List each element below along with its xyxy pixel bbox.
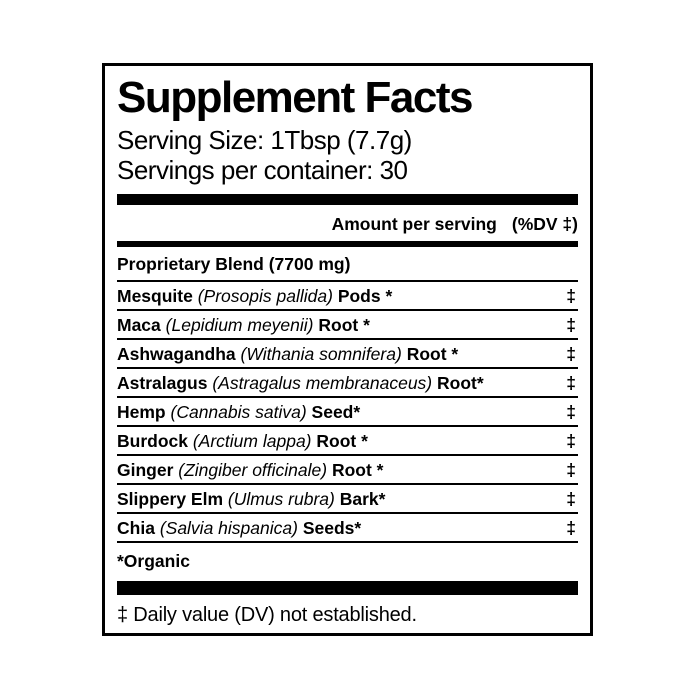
ingredient-dv-symbol: ‡ <box>566 489 576 510</box>
ingredient-latin-name: (Astragalus membranaceus) <box>212 373 433 394</box>
ingredient-latin-name: (Zingiber officinale) <box>178 460 328 481</box>
serving-size-line: Serving Size: 1Tbsp (7.7g) <box>117 125 412 156</box>
ingredient-part: Root * <box>331 460 384 481</box>
ingredient-dv-symbol: ‡ <box>566 431 576 452</box>
ingredient-dv-symbol: ‡ <box>566 518 576 539</box>
ingredient-name: Ashwagandha <box>117 344 236 365</box>
ingredient-row <box>117 369 578 398</box>
ingredient-dv-symbol: ‡ <box>566 286 576 307</box>
separator-bar-top <box>117 194 578 205</box>
ingredient-part: Seeds* <box>302 518 362 539</box>
ingredient-name: Chia <box>117 518 155 539</box>
ingredient-name: Ginger <box>117 460 174 481</box>
ingredient-latin-name: (Lepidium meyenii) <box>165 315 314 336</box>
ingredient-text <box>117 373 484 393</box>
ingredient-text <box>117 460 384 480</box>
ingredient-text <box>117 518 361 538</box>
ingredient-latin-name: (Arctium lappa) <box>192 431 312 452</box>
ingredient-name: Slippery Elm <box>117 489 224 510</box>
ingredient-part: Seed* <box>311 402 361 423</box>
daily-value-footnote: ‡ Daily value (DV) not established. <box>117 604 417 627</box>
ingredient-part: Root * <box>318 315 370 336</box>
organic-note: *Organic <box>117 551 190 572</box>
amount-per-serving-header: Amount per serving <box>331 214 497 235</box>
ingredient-dv-symbol: ‡ <box>566 402 576 423</box>
column-header-row <box>117 205 578 241</box>
ingredient-name: Maca <box>117 315 161 336</box>
ingredient-latin-name: (Cannabis sativa) <box>170 402 307 423</box>
ingredient-latin-name: (Withania somnifera) <box>240 344 402 365</box>
ingredient-text <box>117 286 392 306</box>
ingredient-text <box>117 431 368 451</box>
label-title: Supplement Facts <box>117 73 472 122</box>
ingredient-row <box>117 340 578 369</box>
ingredient-row <box>117 485 578 514</box>
proprietary-blend-row: Proprietary Blend (7700 mg) <box>117 247 578 282</box>
ingredient-dv-symbol: ‡ <box>566 373 576 394</box>
percent-dv-header: (%DV ‡) <box>511 214 578 235</box>
ingredient-name: Astralagus <box>117 373 208 394</box>
ingredient-part: Root * <box>406 344 459 365</box>
ingredient-text <box>117 344 458 364</box>
ingredient-row <box>117 427 578 456</box>
ingredient-part: Bark* <box>339 489 386 510</box>
ingredient-row <box>117 456 578 485</box>
ingredient-text <box>117 402 360 422</box>
ingredient-rows <box>117 282 578 543</box>
ingredient-text <box>117 315 370 335</box>
ingredient-dv-symbol: ‡ <box>566 460 576 481</box>
ingredient-name: Burdock <box>117 431 188 452</box>
ingredient-row <box>117 398 578 427</box>
supplement-facts-label <box>102 63 593 636</box>
ingredient-row <box>117 514 578 543</box>
ingredient-name: Mesquite <box>117 286 193 307</box>
separator-bar-bottom <box>117 581 578 595</box>
ingredient-latin-name: (Prosopis pallida) <box>197 286 333 307</box>
ingredient-latin-name: (Salvia hispanica) <box>159 518 298 539</box>
ingredient-part: Root* <box>437 373 484 394</box>
ingredient-part: Pods * <box>337 286 393 307</box>
ingredient-part: Root * <box>316 431 368 452</box>
ingredient-row <box>117 311 578 340</box>
ingredient-name: Hemp <box>117 402 166 423</box>
ingredient-latin-name: (Ulmus rubra) <box>227 489 335 510</box>
ingredient-dv-symbol: ‡ <box>566 344 576 365</box>
ingredient-row <box>117 282 578 311</box>
servings-per-container-line: Servings per container: 30 <box>117 155 408 186</box>
ingredient-dv-symbol: ‡ <box>566 315 576 336</box>
ingredient-text <box>117 489 385 509</box>
